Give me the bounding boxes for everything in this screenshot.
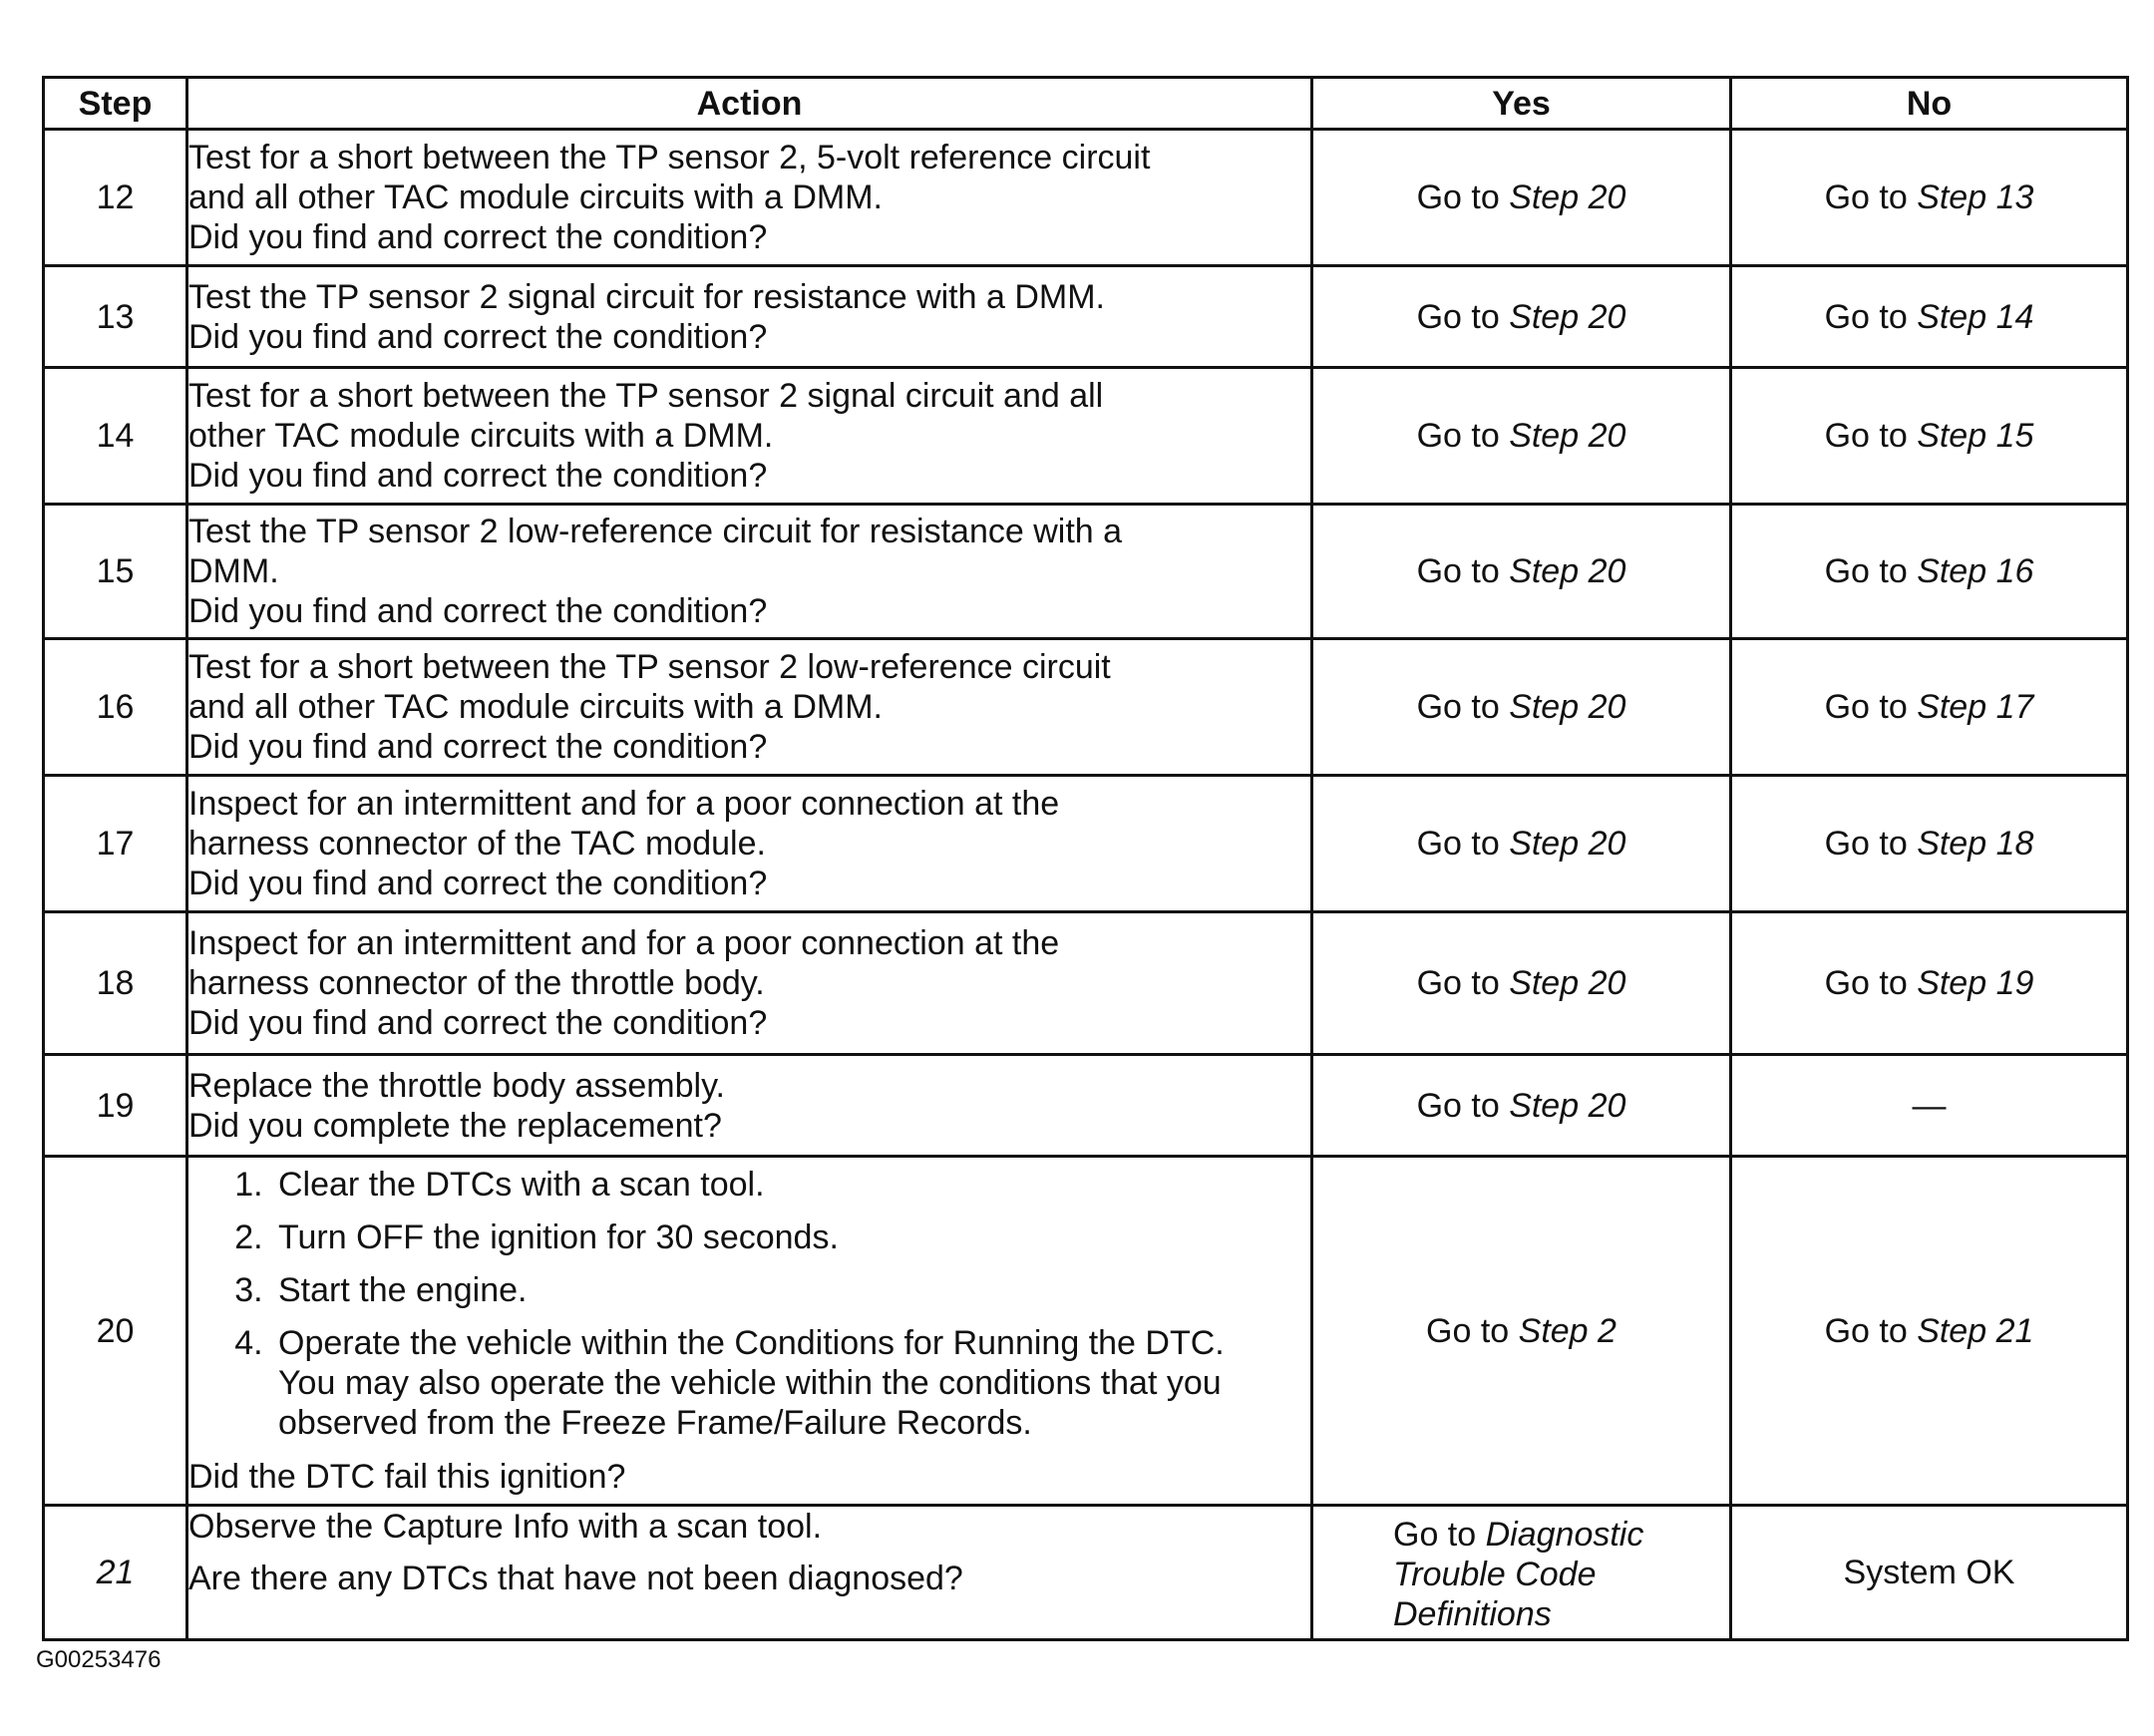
step-number: 17	[44, 776, 187, 912]
yes-target: Step 20	[1509, 825, 1626, 863]
diagnostic-table	[42, 76, 2129, 1641]
no-cell	[1731, 130, 2128, 266]
action-text: Replace the throttle body assembly.	[188, 1066, 725, 1105]
no-target: Step 21	[1917, 1311, 2034, 1350]
table-row	[44, 912, 2128, 1055]
yes-target: Step 20	[1509, 964, 1626, 1002]
table-row	[44, 1506, 2128, 1640]
action-text: Test for a short between the TP sensor 2 low-reference circuit	[188, 648, 1111, 686]
no-cell	[1731, 266, 2128, 368]
no-cell	[1731, 505, 2128, 639]
action-cell	[187, 1506, 1312, 1640]
yes-cell	[1312, 1157, 1731, 1506]
table-row	[44, 639, 2128, 776]
action-text: Test the TP sensor 2 low-reference circuit for resistance with a	[188, 513, 1123, 550]
no-cell	[1731, 912, 2128, 1055]
list-item: 1. Clear the DTCs with a scan tool.	[272, 1165, 1310, 1205]
action-question: Did you find and correct the condition?	[188, 728, 768, 766]
action-cell	[187, 912, 1312, 1055]
yes-prefix: Go to	[1426, 1311, 1519, 1350]
no-target: Step 16	[1917, 552, 2034, 590]
action-cell	[187, 368, 1312, 505]
yes-prefix: Go to	[1416, 825, 1510, 863]
yes-target: Step 2	[1518, 1311, 1616, 1350]
step-number: 20	[44, 1157, 187, 1506]
action-cell	[187, 505, 1312, 639]
step-number: 12	[44, 130, 187, 266]
table-row	[44, 505, 2128, 639]
action-text: and all other TAC module circuits with a DMM.	[188, 178, 883, 216]
no-cell: System OK	[1731, 1506, 2128, 1640]
step-number: 19	[44, 1055, 187, 1157]
yes-target: Step 20	[1509, 297, 1626, 336]
action-cell	[187, 776, 1312, 912]
action-text: Inspect for an intermittent and for a poor connection at the	[188, 924, 1060, 962]
step-number: 21	[44, 1506, 187, 1640]
yes-prefix: Go to	[1416, 417, 1510, 455]
header-action: Action	[187, 78, 1312, 130]
no-target: Step 14	[1917, 297, 2034, 336]
yes-cell	[1312, 266, 1731, 368]
procedure-list	[188, 1165, 1310, 1443]
no-cell	[1731, 639, 2128, 776]
yes-target: Step 20	[1509, 688, 1626, 726]
action-text: harness connector of the TAC module.	[188, 825, 766, 863]
no-cell	[1731, 1157, 2128, 1506]
header-no: No	[1731, 78, 2128, 130]
header-yes: Yes	[1312, 78, 1731, 130]
action-question: Did you find and correct the condition?	[188, 218, 768, 256]
action-question: Did you find and correct the condition?	[188, 865, 768, 902]
yes-cell	[1312, 776, 1731, 912]
yes-cell	[1312, 130, 1731, 266]
step-number: 14	[44, 368, 187, 505]
no-target: Step 15	[1917, 417, 2034, 455]
no-prefix: Go to	[1824, 825, 1918, 863]
table-row	[44, 776, 2128, 912]
yes-prefix: Go to	[1416, 1086, 1510, 1125]
step-number: 18	[44, 912, 187, 1055]
action-question: Did you complete the replacement?	[188, 1106, 722, 1145]
step-number: 15	[44, 505, 187, 639]
yes-prefix: Go to	[1393, 1516, 1486, 1554]
table-row	[44, 1157, 2128, 1506]
table-row	[44, 368, 2128, 505]
figure-id: G00253476	[36, 1646, 162, 1673]
header-step: Step	[44, 78, 187, 130]
no-prefix: Go to	[1824, 964, 1918, 1002]
yes-cell	[1312, 1506, 1731, 1640]
step-number: 16	[44, 639, 187, 776]
action-text: Test for a short between the TP sensor 2, 5-volt reference circuit	[188, 139, 1151, 176]
step-number: 13	[44, 266, 187, 368]
action-question: Did the DTC fail this ignition?	[188, 1458, 626, 1496]
no-prefix: Go to	[1824, 552, 1918, 590]
table-row	[44, 1055, 2128, 1157]
action-question: Did you find and correct the condition?	[188, 592, 768, 630]
yes-cell	[1312, 639, 1731, 776]
no-prefix: Go to	[1824, 297, 1918, 336]
action-cell	[187, 266, 1312, 368]
no-prefix: Go to	[1824, 1311, 1918, 1350]
table-row	[44, 266, 2128, 368]
no-target: Step 13	[1917, 178, 2034, 216]
action-text: Observe the Capture Info with a scan tool.	[188, 1508, 823, 1546]
action-text: Test for a short between the TP sensor 2 signal circuit and all	[188, 377, 1104, 415]
action-text: Inspect for an intermittent and for a poor connection at the	[188, 785, 1060, 823]
no-prefix: Go to	[1824, 417, 1918, 455]
no-prefix: Go to	[1824, 688, 1918, 726]
yes-prefix: Go to	[1416, 964, 1510, 1002]
yes-cell	[1312, 368, 1731, 505]
yes-prefix: Go to	[1416, 297, 1510, 336]
action-question: Did you find and correct the condition?	[188, 1004, 768, 1042]
no-cell	[1731, 368, 2128, 505]
yes-cell	[1312, 1055, 1731, 1157]
no-cell: —	[1731, 1055, 2128, 1157]
action-cell	[187, 130, 1312, 266]
no-cell	[1731, 776, 2128, 912]
yes-cell	[1312, 505, 1731, 639]
list-item: 2. Turn OFF the ignition for 30 seconds.	[272, 1217, 1310, 1257]
action-text: Test the TP sensor 2 signal circuit for resistance with a DMM.	[188, 277, 1105, 316]
no-target: Step 17	[1917, 688, 2034, 726]
yes-cell	[1312, 912, 1731, 1055]
yes-target: Step 20	[1509, 552, 1626, 590]
yes-prefix: Go to	[1416, 178, 1510, 216]
action-cell	[187, 639, 1312, 776]
action-question: Did you find and correct the condition?	[188, 457, 768, 495]
action-text: DMM.	[188, 552, 279, 590]
action-cell	[187, 1157, 1312, 1506]
yes-target: Step 20	[1509, 1086, 1626, 1125]
no-prefix: Go to	[1824, 178, 1918, 216]
yes-target: Step 20	[1509, 417, 1626, 455]
yes-target: Step 20	[1509, 178, 1626, 216]
action-question: Are there any DTCs that have not been diagnosed?	[188, 1560, 963, 1597]
yes-prefix: Go to	[1416, 688, 1510, 726]
table-row	[44, 130, 2128, 266]
no-target: Step 18	[1917, 825, 2034, 863]
action-cell	[187, 1055, 1312, 1157]
no-target: Step 19	[1917, 964, 2034, 1002]
action-question: Did you find and correct the condition?	[188, 317, 768, 356]
yes-prefix: Go to	[1416, 552, 1510, 590]
yes-target: Definitions	[1393, 1595, 1552, 1633]
action-text: other TAC module circuits with a DMM.	[188, 417, 774, 455]
yes-target: Diagnostic	[1485, 1516, 1644, 1554]
header-row	[44, 78, 2128, 130]
yes-target: Trouble Code	[1393, 1556, 1597, 1593]
action-text: harness connector of the throttle body.	[188, 964, 765, 1002]
list-item: 3. Start the engine.	[272, 1270, 1310, 1310]
list-item: 4. Operate the vehicle within the Conditions for Running the DTC. You may also operate the vehicle within the conditions that you observed from the Freeze Frame/Failure Records.	[272, 1323, 1310, 1443]
action-text: and all other TAC module circuits with a DMM.	[188, 688, 883, 726]
